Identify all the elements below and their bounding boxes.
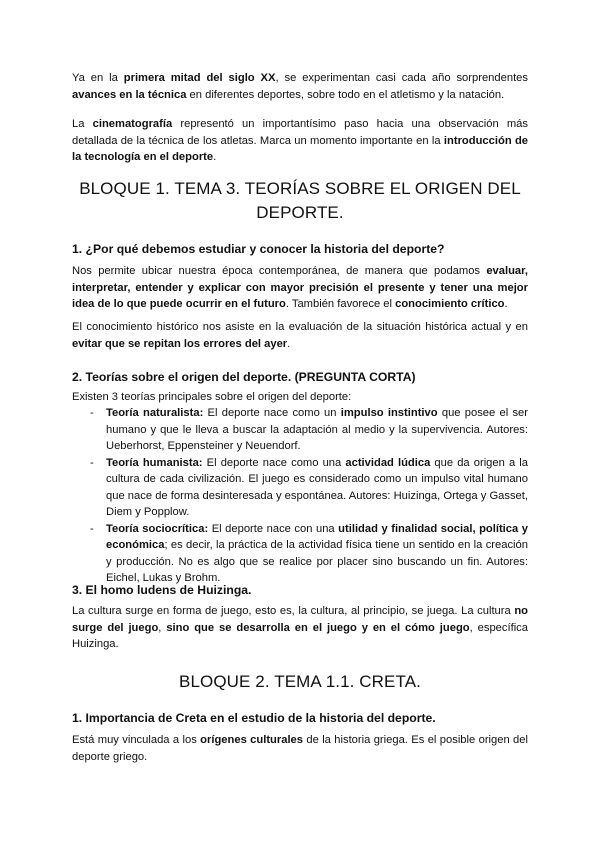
- text-run: Nos permite ubicar nuestra época contemporánea, de manera que podamos: [72, 265, 487, 277]
- theory-item-humanista: [72, 455, 528, 521]
- bold-text-run: Teoría naturalista:: [106, 407, 204, 419]
- bloque2-s1-paragraph-1: [72, 732, 528, 765]
- bloque1-title: BLOQUE 1. TEMA 3. TEORÍAS SOBRE EL ORIGEN DEL DEPORTE.: [79, 179, 521, 222]
- text-run: representó un importantísimo paso hacia una observación más detallada de la técnica de los atletas. Marca un momento importante en la: [72, 118, 528, 147]
- text-run: que posee el ser humano y que le lleva a buscar la adaptación al medio y la supervivencia. Autores: Ueberhorst, Eppensteiner y Neuendorf.: [106, 407, 528, 452]
- bold-text-run: orígenes culturales: [200, 734, 304, 746]
- text-run: .: [504, 298, 508, 310]
- bloque2-s1-heading: 1. Importancia de Creta en el estudio de la historia del deporte.: [72, 711, 436, 725]
- bold-text-run: introducción de la tecnología en el deporte: [72, 134, 529, 163]
- theories-list: [72, 405, 528, 587]
- text-run: , específica Huizinga.: [72, 621, 528, 650]
- intro-paragraph-1: [72, 70, 528, 103]
- list-dash: -: [90, 407, 94, 419]
- bold-text-run: Teoría humanista:: [106, 456, 203, 469]
- bloque1-s1-paragraph-2: [72, 319, 528, 352]
- text-run: .: [213, 151, 217, 163]
- text-run: .: [287, 337, 291, 350]
- text-run: . También favorece el: [285, 298, 396, 310]
- text-run: Ya en la: [72, 72, 124, 84]
- text-run: en diferentes deportes, sobre todo en el atletismo y la natación.: [186, 88, 505, 101]
- intro-paragraph-2: [72, 116, 528, 166]
- text-run: El deporte nace como un: [203, 407, 341, 419]
- bold-text-run: evaluar, interpretar, entender y explicar con mayor precisión el presente y tener una mejor idea de lo que puede ocurrir en el futuro: [72, 265, 528, 310]
- bloque1-s1-paragraph-1: [72, 263, 528, 313]
- theory-item-sociocritica: [72, 521, 528, 587]
- bloque1-s3-heading: 3. El homo ludens de Huizinga.: [72, 583, 252, 597]
- list-dash: -: [90, 456, 94, 469]
- bold-text-run: utilidad y finalidad social, política y económica: [106, 522, 528, 551]
- bold-text-run: cinematografía: [92, 118, 173, 130]
- text-run: de la historia griega. Es el posible origen del deporte griego.: [72, 734, 528, 763]
- text-run: El conocimiento histórico nos asiste en la evaluación de la situación histórica actual y en: [72, 321, 528, 333]
- bold-text-run: impulso instintivo: [340, 407, 438, 419]
- text-run: El deporte nace con una: [208, 522, 339, 535]
- bold-text-run: evitar que se repitan los errores del ayer: [72, 337, 288, 350]
- bold-text-run: actividad lúdica: [345, 456, 431, 469]
- text-run: El deporte nace como una: [202, 456, 346, 469]
- text-run: La: [72, 118, 93, 130]
- bloque1-s3-paragraph-1: [72, 603, 528, 653]
- bold-text-run: primera mitad del siglo XX: [123, 72, 276, 84]
- text-run: ,: [158, 621, 167, 634]
- bloque2-title: BLOQUE 2. TEMA 1.1. CRETA.: [179, 672, 421, 691]
- bold-text-run: avances en la técnica: [72, 88, 187, 101]
- text-run: La cultura surge en forma de juego, esto es, la cultura, al principio, se juega. La cultura: [72, 605, 515, 617]
- text-run: Está muy vinculada a los: [72, 734, 201, 746]
- theory-item-naturalista: [72, 405, 528, 455]
- bold-text-run: no surge del juego: [72, 605, 528, 634]
- text-run: ; es decir, la práctica de la actividad física tiene un sentido en la creación y producción. No es algo que se realice por placer sino buscando un fin. Autores: Eichel, Lukas y Brohm.: [106, 539, 528, 584]
- bloque1-s1-heading: 1. ¿Por qué debemos estudiar y conocer la historia del deporte?: [72, 242, 445, 256]
- list-dash: -: [90, 522, 94, 535]
- bold-text-run: sino que se desarrolla en el juego y en el cómo juego: [166, 621, 470, 634]
- text-run: , se experimentan casi cada año sorprendentes: [275, 72, 528, 84]
- text-run: que da origen a la cultura de cada civilización. El juego es considerado como un impulso vital humano que nace de forma desinteresada y espontánea. Autores: Huizinga, Ortega y Gasset, Diem y Popplow.: [106, 456, 528, 518]
- bold-text-run: Teoría sociocrítica:: [106, 522, 209, 535]
- bloque1-s2-intro: Existen 3 teorías principales sobre el origen del deporte:: [72, 391, 352, 403]
- bold-text-run: conocimiento crítico: [395, 298, 505, 310]
- bloque1-s2-heading: 2. Teorías sobre el origen del deporte. (PREGUNTA CORTA): [72, 370, 416, 384]
